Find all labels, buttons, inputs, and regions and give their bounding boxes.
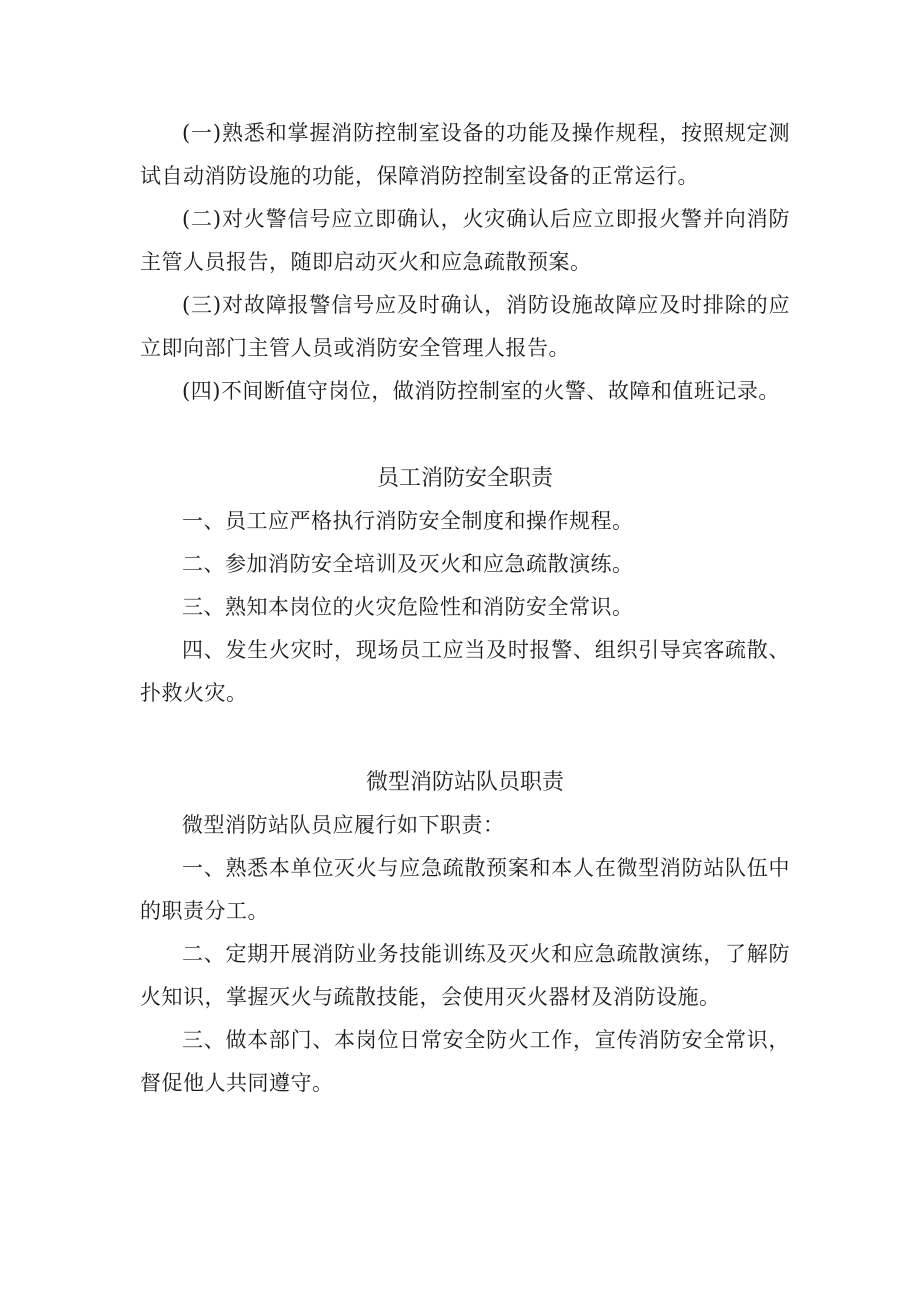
document-body [140,112,790,1105]
control-room-duty-1: (一)熟悉和掌握消防控制室设备的功能及操作规程，按照规定测试自动消防设施的功能，保障消防控制室设备的正常运行。 [140,121,790,188]
employee-duty-3: 三、熟知本岗位的火灾危险性和消防安全常识。 [182,595,634,619]
micro-station-duty-1: 一、熟悉本单位灭火与应急疏散预案和本人在微型消防站队伍中的职责分工。 [140,856,790,923]
employee-duty-4: 四、发生火灾时，现场员工应当及时报警、组织引导宾客疏散、扑救火灾。 [140,638,790,705]
control-room-duty-4: (四)不间断值守岗位，做消防控制室的火警、故障和值班记录。 [182,379,780,403]
control-room-duty-3: (三)对故障报警信号应及时确认，消防设施故障应及时排除的应立即向部门主管人员或消防安全管理人报告。 [140,293,790,360]
micro-station-duty-2: 二、定期开展消防业务技能训练及灭火和应急疏散演练，了解防火知识，掌握灭火与疏散技能，会使用灭火器材及消防设施。 [140,942,790,1009]
control-room-duty-2: (二)对火警信号应立即确认，火灾确认后应立即报火警并向消防主管人员报告，随即启动灭火和应急疏散预案。 [140,207,790,274]
employee-duties-heading: 员工消防安全职责 [376,466,553,491]
section-spacer [140,413,790,457]
micro-station-duty-3: 三、做本部门、本岗位日常安全防火工作，宣传消防安全常识，督促他人共同遵守。 [140,1028,790,1095]
micro-fire-station-heading: 微型消防站队员职责 [365,770,564,795]
section-spacer [140,715,790,761]
employee-duty-1: 一、员工应严格执行消防安全制度和操作规程。 [182,509,634,533]
micro-station-intro: 微型消防站队员应履行如下职责： [182,813,505,837]
employee-duty-2: 二、参加消防安全培训及灭火和应急疏散演练。 [182,552,634,576]
